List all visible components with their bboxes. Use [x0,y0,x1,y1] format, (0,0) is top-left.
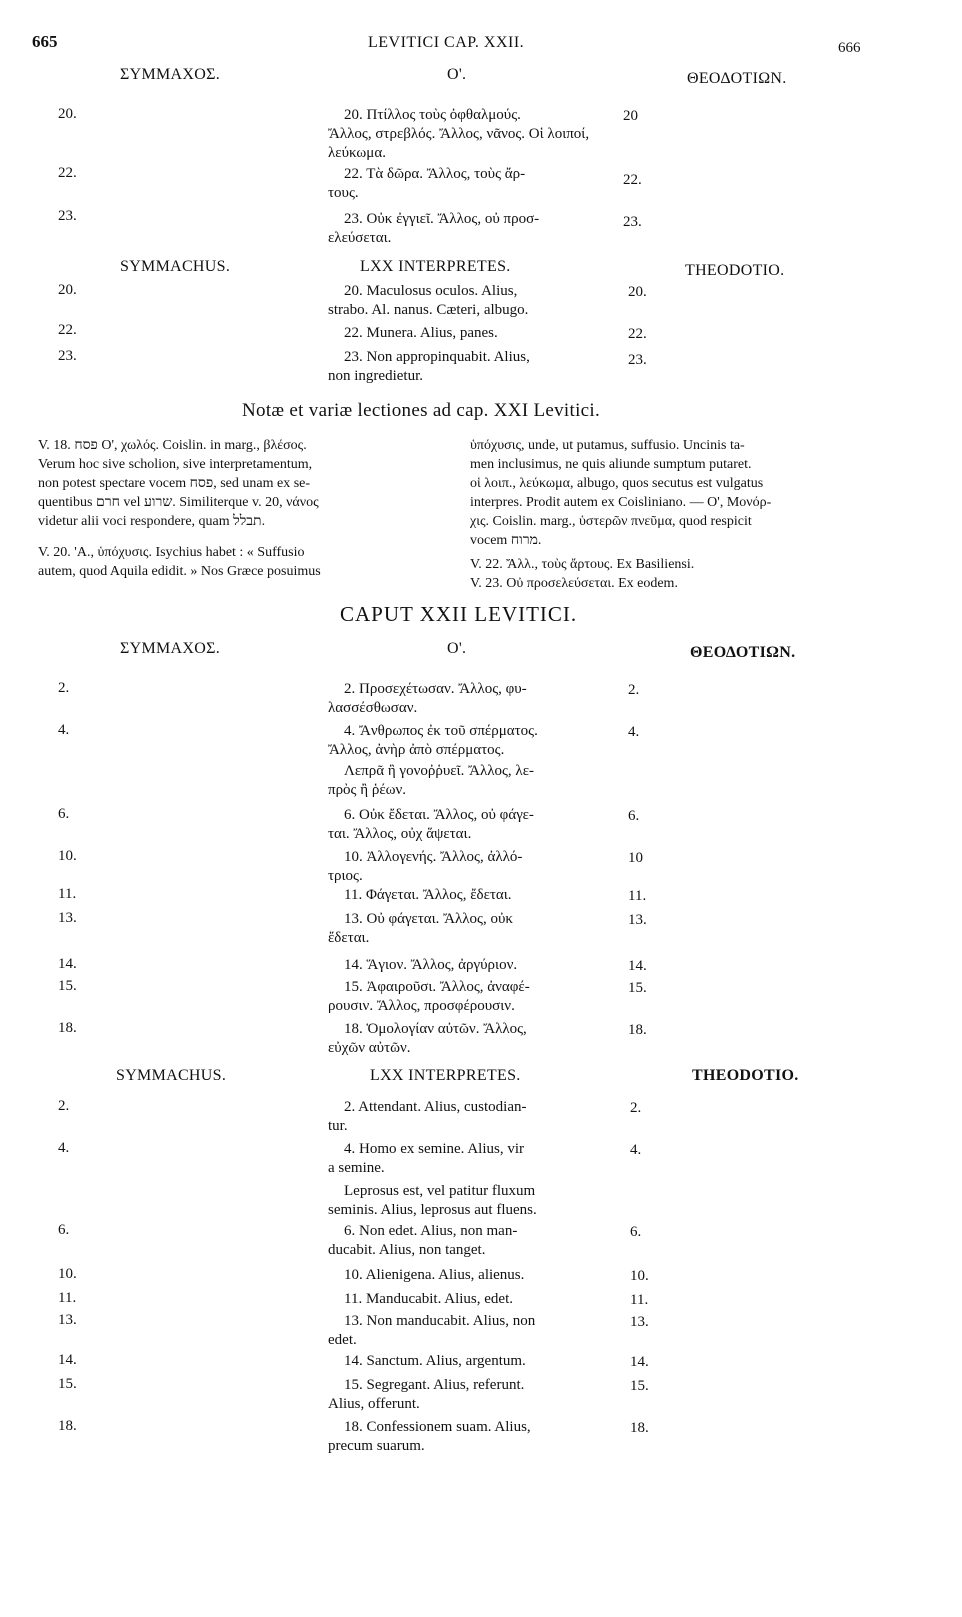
verse-text [328,680,600,718]
verse-continuation: ρουσιν. Ἄλλος, προσφέρουσιν. [328,998,515,1014]
verse-continuation: τριος. [328,868,363,884]
verse-line: 10. Alienigena. Alius, alienus. [344,1267,525,1283]
verse-line: Leprosus est, vel patitur fluxum [344,1183,536,1199]
verse-number-right: 20. [628,284,647,300]
col-header-theodotion-greek: ΘΕΟΔΟΤΙΩΝ. [687,70,787,87]
verse-line: 4. Homo ex semine. Alius, vir [344,1141,524,1157]
verse-line: 11. Φάγεται. Ἄλλος, ἔδεται. [344,887,512,903]
verse-continuation: ελεύσεται. [328,230,392,246]
verse-number-right: 23. [623,214,642,230]
verse-number: 11. [58,886,77,902]
verse-text [328,1020,600,1058]
verse-text [328,210,598,248]
verse-number-right: 2. [628,682,640,698]
verse-text [328,348,628,386]
col-header-theodotion-greek: ΘΕΟΔΟΤΙΩΝ. [690,644,796,661]
verse-line: 2. Προσεχέτωσαν. Ἄλλος, φυ- [344,681,527,697]
verse-continuation: τους. [328,185,359,201]
verse-number-right: 15. [628,980,647,996]
caput-title: CAPUT XXII LEVITICI. [340,602,578,626]
verse-number: 22. [58,165,77,181]
verse-line: 13. Non manducabit. Alius, non [344,1313,536,1329]
verse-line: 11. Manducabit. Alius, edet. [344,1291,513,1307]
verse-continuation: seminis. Alius, leprosus aut fluens. [328,1202,537,1218]
verse-number: 18. [58,1020,77,1036]
verse-line: 14. Ἅγιον. Ἄλλος, ἀργύριον. [344,957,518,973]
note-line: οἱ λοιπ., λεύκωμα, albugo, quos secutus est vulgatus [470,476,764,491]
verse-continuation: precum suarum. [328,1438,425,1454]
verse-number: 18. [58,1418,77,1434]
verse-number: 15. [58,1376,77,1392]
verse-line: 15. Ἀφαιροῦσι. Ἄλλος, ἀναφέ- [344,979,530,995]
verse-number: 4. [58,1140,70,1156]
verse-line: 18. Confessionem suam. Alius, [344,1419,531,1435]
verse-text [328,722,600,760]
verse-text [328,1290,600,1309]
note-line: interpres. Prodit autem ex Coisliniano. — O', Μονόρ- [470,495,772,510]
verse-line: 20. Maculosus oculos. Alius, [344,283,518,299]
note-line: Verum hoc sive scholion, sive interpretamentum, [38,457,313,472]
col-header-symmachus-greek: ΣΥΜΜΑΧΟΣ. [120,640,220,657]
note-line: quentibus חרם vel שרוע. Similiterque v. 20, νάνος [38,495,319,510]
verse-number-right: 4. [628,724,640,740]
verse-number-right: 10. [630,1268,649,1284]
verse-line: Λεπρᾶ ἢ γονοῤῥυεῖ. Ἄλλος, λε- [344,763,534,779]
verse-text [328,1098,600,1136]
note-line: V. 23. Οὐ προσελεύσεται. Ex eodem. [470,576,678,591]
verse-continuation: ἔδεται. [328,930,370,946]
verse-number: 23. [58,348,77,364]
verse-line: 15. Segregant. Alius, referunt. [344,1377,525,1393]
verse-text [328,1266,600,1285]
verse-number: 14. [58,1352,77,1368]
verse-number-right: 2. [630,1100,642,1116]
note-line: V. 18. פסח O', χωλός. Coislin. in marg., βλέσος. [38,438,307,453]
col-header-lxx-latin: LXX INTERPRETES. [360,258,511,275]
verse-line: 22. Munera. Alius, panes. [344,325,498,341]
verse-number-right: 13. [630,1314,649,1330]
col-header-lxx-latin: LXX INTERPRETES. [370,1067,521,1084]
verse-number: 13. [58,1312,77,1328]
col-header-symmachus-latin: SYMMACHUS. [120,258,231,275]
verse-number: 6. [58,806,70,822]
running-title: LEVITICI CAP. XXII. [368,34,525,51]
verse-number: 15. [58,978,77,994]
verse-number: 14. [58,956,77,972]
verse-continuation: non ingredietur. [328,368,423,384]
verse-number-right: 22. [623,172,642,188]
note-line: vocem מרוח. [470,533,542,548]
verse-text [328,1140,600,1178]
verse-number: 10. [58,1266,77,1282]
verse-number-right: 23. [628,352,647,368]
verse-text [328,978,600,1016]
verse-number-right: 4. [630,1142,642,1158]
verse-number-right: 13. [628,912,647,928]
verse-text [328,1418,600,1456]
verse-line: 23. Non appropinquabit. Alius, [344,349,530,365]
notes-title: Notæ et variæ lectiones ad cap. XXI Levitici. [242,400,601,421]
col-header-symmachus-latin: SYMMACHUS. [116,1067,227,1084]
verse-number-right: 18. [630,1420,649,1436]
verse-number-right: 20 [623,108,638,124]
verse-text [328,165,598,203]
col-header-lxx-greek: O'. [447,66,467,83]
verse-continuation: Ἄλλος, στρεβλός. Ἄλλος, νᾶνος. Οἱ λοιποί, λεύκωμα. [328,126,590,161]
verse-number-right: 6. [628,808,640,824]
note-line: videtur alii voci respondere, quam תבלל. [38,514,266,529]
verse-number: 13. [58,910,77,926]
verse-line: 6. Non edet. Alius, non man- [344,1223,518,1239]
verse-line: 10. Ἀλλογενής. Ἄλλος, ἀλλό- [344,849,523,865]
note-line: men inclusimus, ne quis aliunde sumptum putaret. [470,457,752,472]
page-number-right: 666 [838,40,861,56]
verse-number-right: 15. [630,1378,649,1394]
col-header-lxx-greek: O'. [447,640,467,657]
verse-text [328,848,600,886]
col-header-theodotio-latin: THEODOTIO. [692,1067,799,1084]
verse-text [328,282,628,320]
verse-line: 6. Οὐκ ἔδεται. Ἄλλος, οὐ φάγε- [344,807,534,823]
verse-text [328,956,600,975]
notes-right-column [470,436,890,593]
verse-number: 6. [58,1222,70,1238]
note-line: V. 20. 'A., ὑπόχυσις. Isychius habet : « Suffusio [38,545,305,560]
page-number-left: 665 [32,32,58,51]
verse-text [328,806,600,844]
verse-line: 20. Πτίλλος τοὺς ὀφθαλμούς. [344,107,521,123]
verse-continuation: tur. [328,1118,348,1134]
verse-line: 18. Ὁμολογίαν αὐτῶν. Ἄλλος, [344,1021,527,1037]
verse-number-right: 6. [630,1224,642,1240]
verse-number: 4. [58,722,70,738]
verse-continuation: a semine. [328,1160,385,1176]
notes-left-column [38,436,458,581]
verse-line: 14. Sanctum. Alius, argentum. [344,1353,526,1369]
verse-continuation: Ἄλλος, ἀνὴρ ἀπὸ σπέρματος. [328,742,505,758]
col-header-symmachus-greek: ΣΥΜΜΑΧΟΣ. [120,66,220,83]
verse-number: 10. [58,848,77,864]
verse-text [328,1222,600,1260]
verse-text [328,1312,600,1350]
note-line: ὑπόχυσις, unde, ut putamus, suffusio. Uncinis ta- [470,438,745,453]
verse-continuation: λασσέσθωσαν. [328,700,418,716]
note-line: non potest spectare vocem פסח, sed unam ex se- [38,476,311,491]
verse-text [328,1352,600,1371]
verse-line: 23. Οὐκ ἐγγιεῖ. Ἄλλος, οὐ προσ- [344,211,540,227]
verse-text [328,106,598,163]
verse-number: 11. [58,1290,77,1306]
verse-continuation: ducabit. Alius, non tanget. [328,1242,486,1258]
verse-number-right: 22. [628,326,647,342]
note-line: autem, quod Aquila edidit. » Nos Græce posuimus [38,564,321,579]
verse-line: 22. Τὰ δῶρα. Ἄλλος, τοὺς ἄρ- [344,166,526,182]
verse-number-right: 14. [628,958,647,974]
verse-continuation: ται. Ἄλλος, οὐχ ἅψεται. [328,826,472,842]
verse-continuation: edet. [328,1332,357,1348]
verse-text [328,886,600,905]
note-line: V. 22. Ἄλλ., τοὺς ἄρτους. Ex Basiliensi. [470,557,695,572]
verse-text [328,1376,600,1414]
verse-number: 2. [58,680,70,696]
verse-continuation: πρὸς ἢ ῥέων. [328,782,407,798]
verse-number-right: 18. [628,1022,647,1038]
verse-text [328,910,600,948]
verse-number: 20. [58,282,77,298]
verse-number-right: 14. [630,1354,649,1370]
verse-number-right: 10 [628,850,643,866]
verse-number: 2. [58,1098,70,1114]
verse-line: 13. Οὐ φάγεται. Ἄλλος, οὐκ [344,911,513,927]
verse-number-right: 11. [628,888,647,904]
verse-number: 20. [58,106,77,122]
verse-line: 2. Attendant. Alius, custodian- [344,1099,527,1115]
verse-number-right: 11. [630,1292,649,1308]
verse-continuation: strabo. Al. nanus. Cæteri, albugo. [328,302,529,318]
verse-line: 4. Ἄνθρωπος ἐκ τοῦ σπέρματος. [344,723,538,739]
col-header-theodotio-latin: THEODOTIO. [685,262,785,279]
note-line: χις. Coislin. marg., ὑστερῶν πνεῦμα, quod respicit [470,514,752,529]
verse-number: 23. [58,208,77,224]
verse-text [328,1182,600,1220]
verse-text [328,762,600,800]
verse-continuation: Alius, offerunt. [328,1396,420,1412]
verse-continuation: εὐχῶν αὐτῶν. [328,1040,411,1056]
verse-text [328,324,628,343]
verse-number: 22. [58,322,77,338]
